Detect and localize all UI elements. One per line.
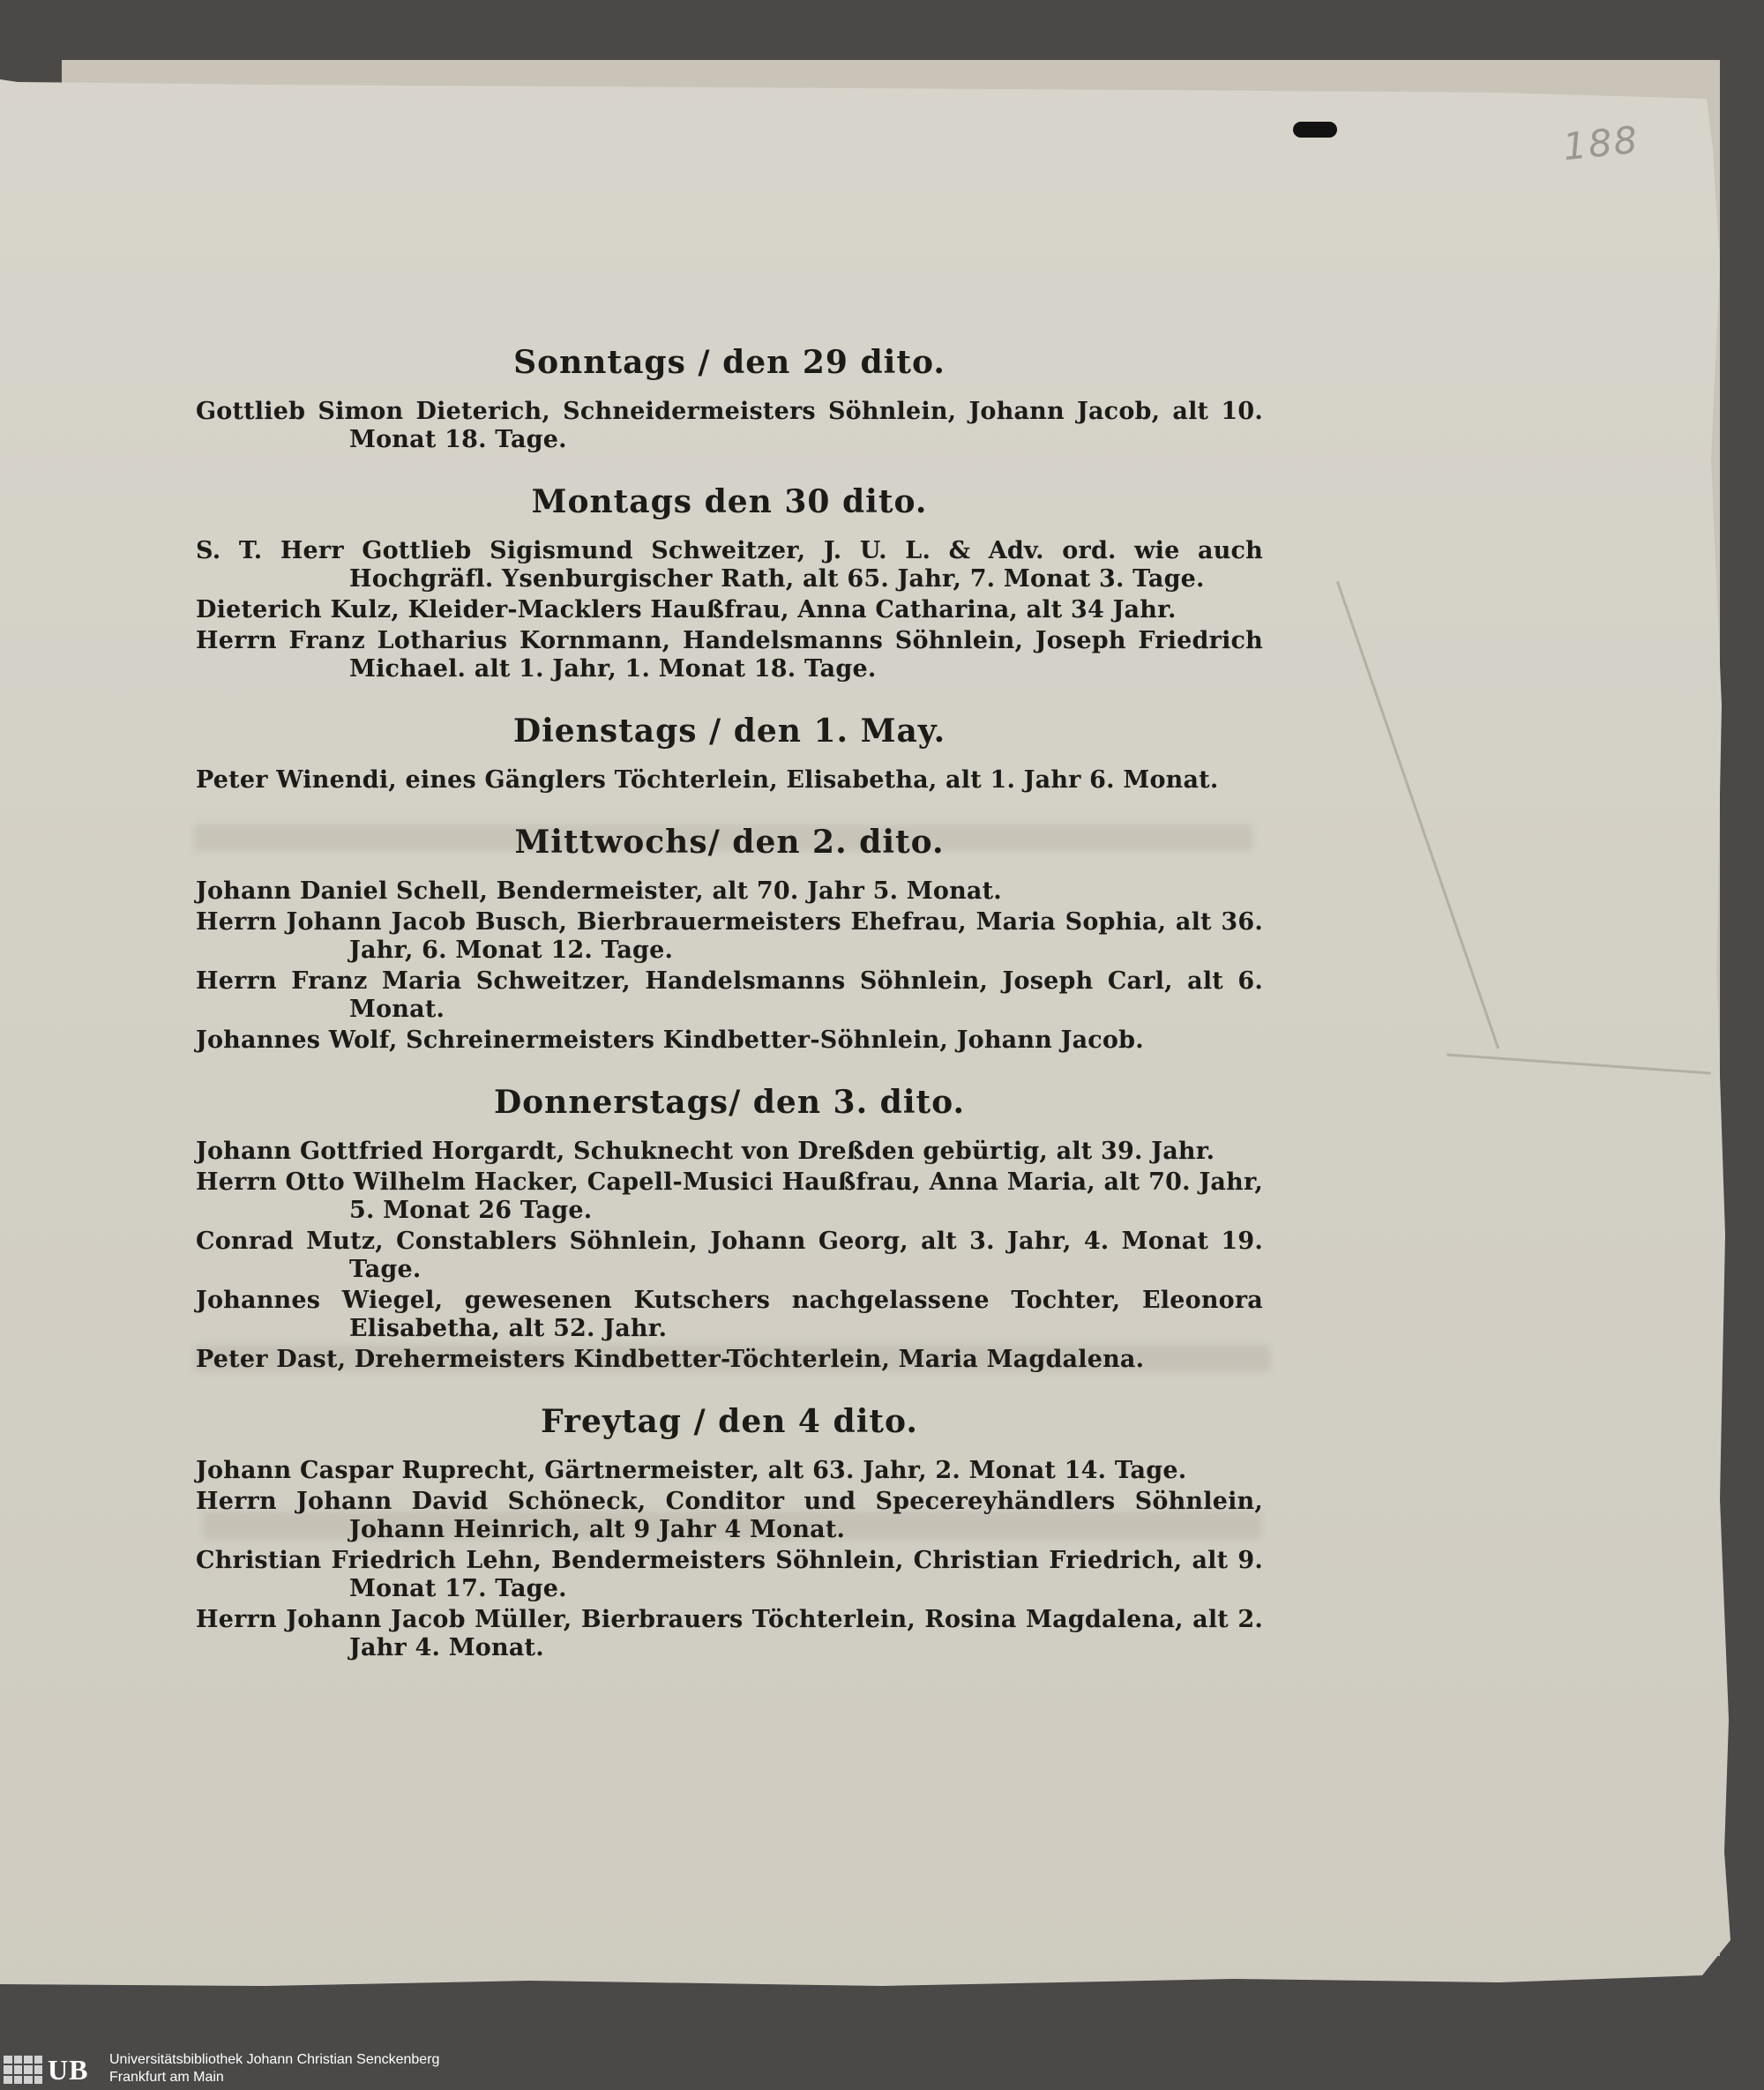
register-entry: Herrn Johann Jacob Busch, Bierbrauermeisters Ehefrau, Maria Sophia, alt 36. Jahr, 6. Monat 12. Tage. — [196, 908, 1263, 964]
register-entry: Christian Friedrich Lehn, Bendermeisters Söhnlein, Christian Friedrich, alt 9. Monat 17. Tage. — [196, 1547, 1263, 1602]
day-section — [196, 479, 1263, 683]
register-entry: Herrn Johann Jacob Müller, Bierbrauers Töchterlein, Rosina Magdalena, alt 2. Jahr 4. Monat. — [196, 1606, 1263, 1661]
ink-blot — [1293, 122, 1337, 138]
ub-logo — [4, 2053, 101, 2086]
pencil-page-number: 188 — [1560, 117, 1641, 169]
register-entry: Herrn Franz Maria Schweitzer, Handelsmanns Söhnlein, Joseph Carl, alt 6. Monat. — [196, 967, 1263, 1023]
day-heading: Sonntags / den 29 dito. — [513, 344, 946, 381]
library-credit — [109, 2051, 439, 2086]
day-section — [196, 340, 1263, 454]
day-section — [196, 819, 1263, 1055]
library-footer-bar — [0, 2048, 1764, 2090]
day-heading: Donnerstags/ den 3. dito. — [493, 1084, 966, 1121]
day-heading: Dienstags / den 1. May. — [512, 713, 946, 750]
ub-logo-grid-icon — [4, 2056, 42, 2084]
library-name: Universitätsbibliothek Johann Christian Senckenberg — [109, 2052, 440, 2067]
day-section — [196, 708, 1263, 795]
register-entry: Herrn Johann David Schöneck, Conditor und Specereyhändlers Söhnlein, Johann Heinrich, alt 9 Jahr 4 Monat. — [196, 1488, 1263, 1543]
register-entry: Johann Daniel Schell, Bendermeister, alt 70. Jahr 5. Monat. — [196, 877, 1002, 905]
register-entry: Herrn Otto Wilhelm Hacker, Capell-Musici Haußfrau, Anna Maria, alt 70. Jahr, 5. Monat 26 Tage. — [196, 1168, 1263, 1224]
register-entry: Peter Winendi, eines Gänglers Töchterlein, Elisabetha, alt 1. Jahr 6. Monat. — [196, 766, 1219, 794]
library-city: Frankfurt am Main — [109, 2070, 224, 2085]
register-entry: Peter Dast, Drehermeisters Kindbetter-Töchterlein, Maria Magdalena. — [196, 1346, 1145, 1373]
register-entry: S. T. Herr Gottlieb Sigismund Schweitzer, J. U. L. & Adv. ord. wie auch Hochgräfl. Ysenburgischer Rath, alt 65. Jahr, 7. Monat 3. Tage. — [196, 537, 1263, 593]
day-heading: Montags den 30 dito. — [531, 483, 928, 520]
register-entry: Dieterich Kulz, Kleider-Macklers Haußfrau, Anna Catharina, alt 34 Jahr. — [196, 596, 1177, 623]
day-section — [196, 1079, 1263, 1374]
day-heading: Mittwochs/ den 2. dito. — [514, 824, 945, 861]
register-entry: Johannes Wolf, Schreinermeisters Kindbetter-Söhnlein, Johann Jacob. — [196, 1026, 1144, 1054]
day-heading: Freytag / den 4 dito. — [541, 1403, 918, 1440]
register-entry: Johann Caspar Ruprecht, Gärtnermeister, alt 63. Jahr, 2. Monat 14. Tage. — [196, 1457, 1187, 1484]
register-entry: Conrad Mutz, Constablers Söhnlein, Johann Georg, alt 3. Jahr, 4. Monat 19. Tage. — [196, 1228, 1263, 1283]
ub-logo-text: UB — [48, 2053, 89, 2086]
day-section — [196, 1399, 1263, 1662]
register-entry: Johannes Wiegel, gewesenen Kutschers nachgelassene Tochter, Eleonora Elisabetha, alt 52. Jahr. — [196, 1287, 1263, 1342]
register-entry: Gottlieb Simon Dieterich, Schneidermeisters Söhnlein, Johann Jacob, alt 10. Monat 18. Tage. — [196, 398, 1263, 453]
death-register-text — [196, 340, 1263, 1665]
register-entry: Johann Gottfried Horgardt, Schuknecht von Dreßden gebürtig, alt 39. Jahr. — [196, 1138, 1215, 1165]
register-entry: Herrn Franz Lotharius Kornmann, Handelsmanns Söhnlein, Joseph Friedrich Michael. alt 1. Jahr, 1. Monat 18. Tage. — [196, 627, 1263, 683]
